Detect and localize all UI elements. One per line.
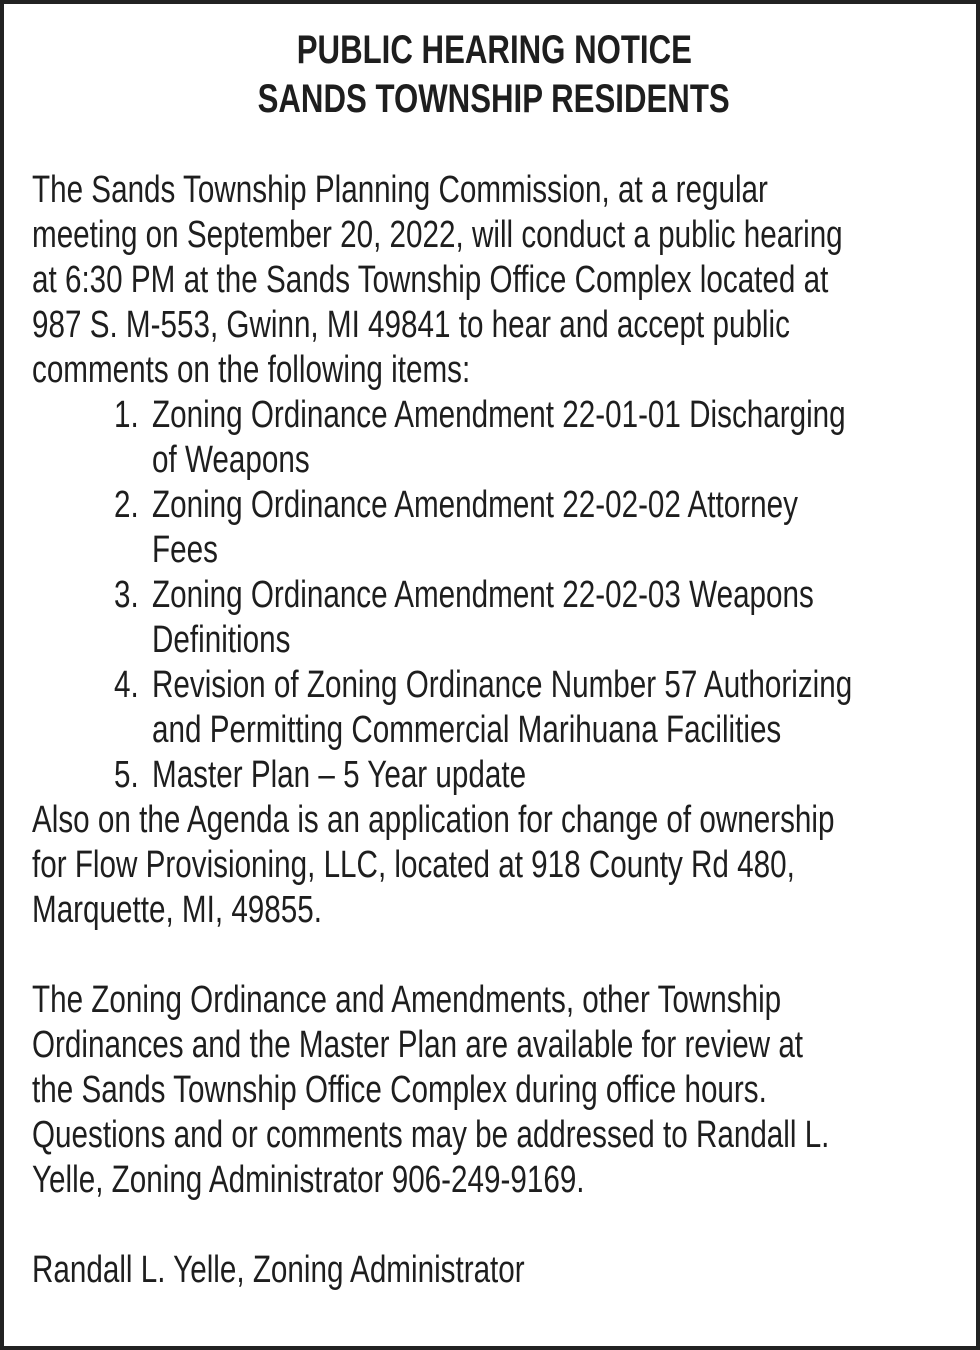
intro-line: meeting on September 20, 2022, will conduct a public hearing: [32, 214, 843, 256]
notice-title-line-1: PUBLIC HEARING NOTICE: [296, 28, 692, 72]
review-line: Questions and or comments may be addressed to Randall L.: [32, 1114, 830, 1156]
item-line: Zoning Ordinance Amendment 22-01-01 Discharging: [152, 394, 846, 436]
item-line: Master Plan – 5 Year update: [152, 754, 527, 796]
review-line: the Sands Township Office Complex during office hours.: [32, 1069, 767, 1111]
item-number: 2.: [114, 484, 139, 526]
review-line: Ordinances and the Master Plan are available for review at: [32, 1024, 804, 1066]
intro-line: comments on the following items:: [32, 349, 471, 391]
review-line: Yelle, Zoning Administrator 906-249-9169.: [32, 1159, 585, 1201]
item-number: 4.: [114, 664, 139, 706]
item-line: Fees: [152, 529, 218, 571]
item-number: 3.: [114, 574, 139, 616]
review-line: The Zoning Ordinance and Amendments, other Township: [32, 979, 782, 1021]
item-number: 1.: [114, 394, 139, 436]
intro-line: at 6:30 PM at the Sands Township Office Complex located at: [32, 259, 829, 301]
agenda-line: Also on the Agenda is an application for change of ownership: [32, 799, 835, 841]
signature: Randall L. Yelle, Zoning Administrator: [32, 1249, 525, 1291]
notice-title-line-2: SANDS TOWNSHIP RESIDENTS: [257, 77, 731, 121]
item-line: Revision of Zoning Ordinance Number 57 Authorizing: [152, 664, 853, 706]
item-line: and Permitting Commercial Marihuana Facilities: [152, 709, 782, 751]
agenda-line: for Flow Provisioning, LLC, located at 918 County Rd 480,: [32, 844, 795, 886]
agenda-line: Marquette, MI, 49855.: [32, 889, 322, 931]
item-line: Zoning Ordinance Amendment 22-02-03 Weapons: [152, 574, 814, 616]
item-line: Definitions: [152, 619, 291, 661]
item-line: Zoning Ordinance Amendment 22-02-02 Attorney: [152, 484, 798, 526]
item-number: 5.: [114, 754, 139, 796]
item-line: of Weapons: [152, 439, 310, 481]
intro-line: The Sands Township Planning Commission, at a regular: [32, 169, 768, 211]
intro-line: 987 S. M-553, Gwinn, MI 49841 to hear and accept public: [32, 304, 790, 346]
